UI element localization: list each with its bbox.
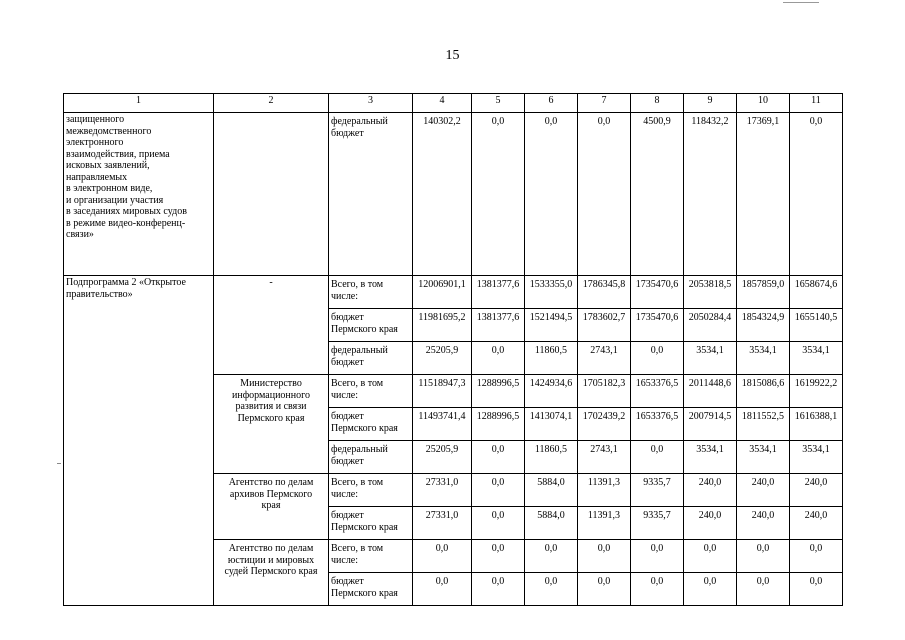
header-cell: 9 <box>684 94 737 113</box>
value-cell: 240,0 <box>790 474 843 507</box>
value-cell: 1815086,6 <box>737 375 790 408</box>
value-cell: 0,0 <box>413 573 472 606</box>
value-cell: 3534,1 <box>790 441 843 474</box>
value-cell: 0,0 <box>631 342 684 375</box>
funding-source-cell: Всего, в том числе: <box>329 276 413 309</box>
funding-source-cell: Всего, в том числе: <box>329 375 413 408</box>
value-cell: 9335,7 <box>631 507 684 540</box>
value-cell: 240,0 <box>737 507 790 540</box>
value-cell: 0,0 <box>525 113 578 276</box>
value-cell: 0,0 <box>525 540 578 573</box>
value-cell: 1381377,6 <box>472 276 525 309</box>
funding-source-cell: Всего, в том числе: <box>329 540 413 573</box>
value-cell: 1653376,5 <box>631 408 684 441</box>
table-row <box>64 276 843 309</box>
header-cell: 8 <box>631 94 684 113</box>
value-cell: 1658674,6 <box>790 276 843 309</box>
value-cell: 0,0 <box>578 113 631 276</box>
value-cell: 0,0 <box>472 507 525 540</box>
value-cell: 0,0 <box>472 441 525 474</box>
funding-source-cell: федеральный бюджет <box>329 342 413 375</box>
value-cell: 0,0 <box>472 342 525 375</box>
value-cell: 1533355,0 <box>525 276 578 309</box>
value-cell: 4500,9 <box>631 113 684 276</box>
funding-source-cell: федеральный бюджет <box>329 113 413 276</box>
value-cell: 0,0 <box>737 540 790 573</box>
page-number: 15 <box>445 48 460 63</box>
value-cell: 11493741,4 <box>413 408 472 441</box>
scan-speck <box>57 463 61 464</box>
value-cell: 5884,0 <box>525 507 578 540</box>
value-cell: 25205,9 <box>413 441 472 474</box>
executor-cell <box>214 113 329 276</box>
executor-cell: Министерство информационного развития и связи Пермского края <box>214 375 329 474</box>
value-cell: 1857859,0 <box>737 276 790 309</box>
funding-source-cell: бюджет Пермского края <box>329 507 413 540</box>
funding-source-cell: бюджет Пермского края <box>329 408 413 441</box>
executor-cell: - <box>214 276 329 375</box>
value-cell: 3534,1 <box>737 441 790 474</box>
value-cell: 3534,1 <box>737 342 790 375</box>
header-cell: 7 <box>578 94 631 113</box>
funding-source-cell: Всего, в том числе: <box>329 474 413 507</box>
value-cell: 0,0 <box>525 573 578 606</box>
value-cell: 2743,1 <box>578 441 631 474</box>
value-cell: 11518947,3 <box>413 375 472 408</box>
program-name-cell: Подпрограмма 2 «Открытое правительство» <box>64 276 214 606</box>
value-cell: 1381377,6 <box>472 309 525 342</box>
value-cell: 0,0 <box>472 540 525 573</box>
value-cell: 0,0 <box>790 573 843 606</box>
value-cell: 2053818,5 <box>684 276 737 309</box>
funding-source-cell: бюджет Пермского края <box>329 573 413 606</box>
value-cell: 11391,3 <box>578 474 631 507</box>
value-cell: 5884,0 <box>525 474 578 507</box>
value-cell: 27331,0 <box>413 474 472 507</box>
value-cell: 1655140,5 <box>790 309 843 342</box>
value-cell: 0,0 <box>413 540 472 573</box>
value-cell: 1288996,5 <box>472 408 525 441</box>
header-cell: 11 <box>790 94 843 113</box>
funding-source-cell: федеральный бюджет <box>329 441 413 474</box>
value-cell: 1702439,2 <box>578 408 631 441</box>
value-cell: 0,0 <box>578 540 631 573</box>
value-cell: 27331,0 <box>413 507 472 540</box>
header-cell: 2 <box>214 94 329 113</box>
funding-source-cell: бюджет Пермского края <box>329 309 413 342</box>
value-cell: 2011448,6 <box>684 375 737 408</box>
header-cell: 10 <box>737 94 790 113</box>
value-cell: 1854324,9 <box>737 309 790 342</box>
header-cell: 6 <box>525 94 578 113</box>
value-cell: 1413074,1 <box>525 408 578 441</box>
value-cell: 9335,7 <box>631 474 684 507</box>
value-cell: 11981695,2 <box>413 309 472 342</box>
value-cell: 0,0 <box>578 573 631 606</box>
value-cell: 0,0 <box>631 441 684 474</box>
value-cell: 1786345,8 <box>578 276 631 309</box>
value-cell: 0,0 <box>472 573 525 606</box>
value-cell: 3534,1 <box>684 441 737 474</box>
value-cell: 0,0 <box>472 474 525 507</box>
value-cell: 1811552,5 <box>737 408 790 441</box>
value-cell: 0,0 <box>737 573 790 606</box>
program-name-cell: защищенного межведомственного электронного взаимодействия, приема исковых заявлений, направляемых в электронном виде, и организации участия в заседаниях мировых судов в режиме видео-конференц- связи» <box>64 113 214 276</box>
value-cell: 17369,1 <box>737 113 790 276</box>
header-cell: 4 <box>413 94 472 113</box>
value-cell: 0,0 <box>684 573 737 606</box>
budget-table <box>63 93 843 606</box>
value-cell: 118432,2 <box>684 113 737 276</box>
value-cell: 25205,9 <box>413 342 472 375</box>
table-row <box>64 113 843 276</box>
executor-cell: Агентство по делам архивов Пермского края <box>214 474 329 540</box>
value-cell: 0,0 <box>631 540 684 573</box>
value-cell: 1288996,5 <box>472 375 525 408</box>
value-cell: 240,0 <box>684 474 737 507</box>
value-cell: 11391,3 <box>578 507 631 540</box>
value-cell: 1424934,6 <box>525 375 578 408</box>
value-cell: 0,0 <box>684 540 737 573</box>
value-cell: 240,0 <box>737 474 790 507</box>
table-header-row <box>64 94 843 113</box>
value-cell: 2050284,4 <box>684 309 737 342</box>
value-cell: 240,0 <box>790 507 843 540</box>
value-cell: 1653376,5 <box>631 375 684 408</box>
value-cell: 11860,5 <box>525 342 578 375</box>
executor-cell: Агентство по делам юстиции и мировых судей Пермского края <box>214 540 329 606</box>
value-cell: 1735470,6 <box>631 276 684 309</box>
value-cell: 1521494,5 <box>525 309 578 342</box>
value-cell: 2007914,5 <box>684 408 737 441</box>
value-cell: 240,0 <box>684 507 737 540</box>
value-cell: 140302,2 <box>413 113 472 276</box>
value-cell: 3534,1 <box>684 342 737 375</box>
value-cell: 1735470,6 <box>631 309 684 342</box>
top-rule <box>783 2 819 3</box>
value-cell: 11860,5 <box>525 441 578 474</box>
value-cell: 2743,1 <box>578 342 631 375</box>
value-cell: 3534,1 <box>790 342 843 375</box>
value-cell: 0,0 <box>472 113 525 276</box>
header-cell: 5 <box>472 94 525 113</box>
header-cell: 3 <box>329 94 413 113</box>
value-cell: 1783602,7 <box>578 309 631 342</box>
value-cell: 12006901,1 <box>413 276 472 309</box>
value-cell: 0,0 <box>790 540 843 573</box>
value-cell: 0,0 <box>631 573 684 606</box>
value-cell: 1705182,3 <box>578 375 631 408</box>
value-cell: 0,0 <box>790 113 843 276</box>
value-cell: 1616388,1 <box>790 408 843 441</box>
header-cell: 1 <box>64 94 214 113</box>
value-cell: 1619922,2 <box>790 375 843 408</box>
